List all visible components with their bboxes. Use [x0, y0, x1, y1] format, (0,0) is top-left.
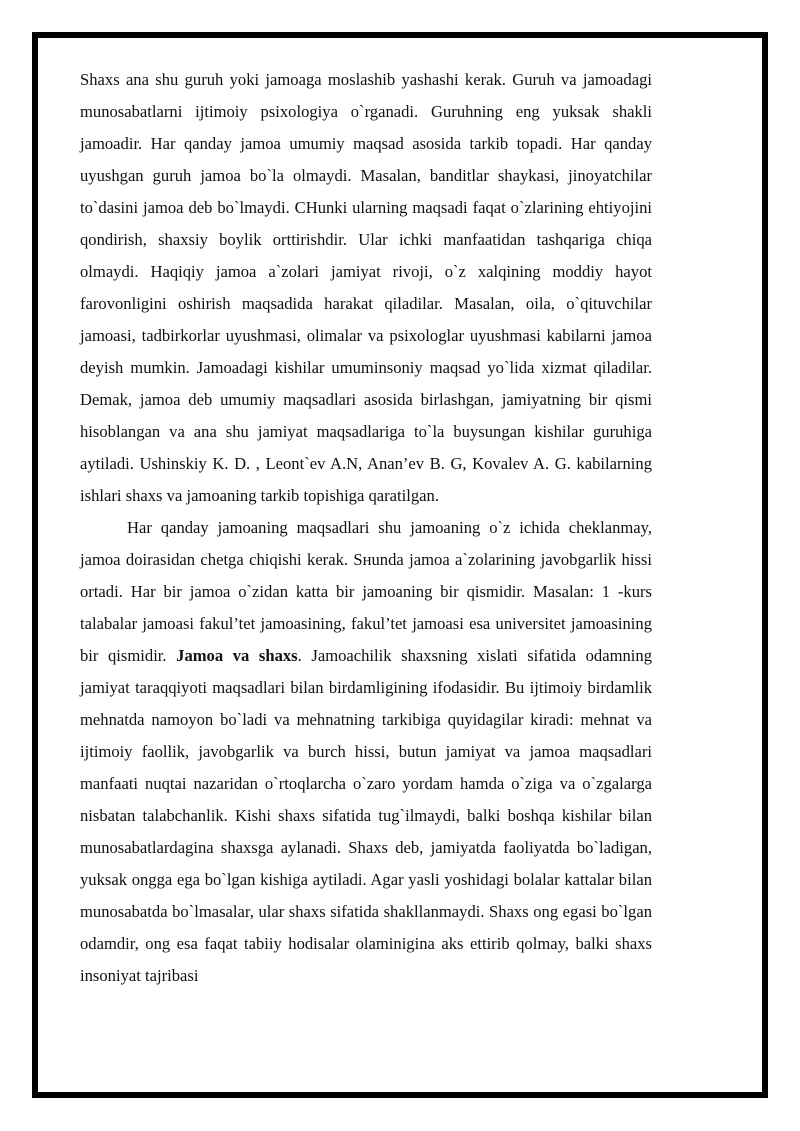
- paragraph-2-bold-heading: Jamoa va shaxs: [176, 646, 298, 665]
- paragraph-2-text-end: . Jamoachilik shaxsning xislati sifatida odamning jamiyat taraqqiyoti maqsadlari bilan birdamligining ifodasidir. Bu ijtimoiy birdamlik mehnatda namoyon bo`ladi va mehnatning tarkibiga quyidagilar kiradi: mehnat va ijtimoiy faollik, javobgarlik va burch hissi, butun jamiyat va jamoa maqsadlari manfaati nuqtai nazaridan o`rtoqlarcha o`zaro yordam hamda o`ziga va o`zgalarga nisbatan talabchanlik. Kishi shaxs sifatida tug`ilmaydi, balki boshqa kishilar bilan munosabatlardagina shaxsga aylanadi. Shaxs deb, jamiyatda faoliyatda bo`ladigan, yuksak ongga ega bo`lgan kishiga aytiladi. Agar yasli yoshidagi bolalar kattalar bilan munosabatda bo`lmasalar, ular shaxs sifatida shakllanmaydi. Shaxs ong egasi bo`lgan odamdir, ong esa faqat tabiiy hodisalar olaminigina aks ettirib qolmay, balki shaxs insoniyat tajribasi: [80, 646, 653, 985]
- paragraph-1: Shaxs ana shu guruh yoki jamoaga moslashib yashashi kerak. Guruh va jamoadagi munosabatlarni ijtimoiy psixologiya o`rganadi. Guruhning eng yuksak shakli jamoadir. Har qanday jamoa umumiy maqsad asosida tarkib topadi. Har qanday uyushgan guruh jamoa bo`la olmaydi. Masalan, banditlar shaykasi, jinoyatchilar to`dasini jamoa deb bo`lmaydi. CHunki ularning maqsadi faqat o`zlarining ehtiyojini qondirish, shaxsiy boylik orttirishdir. Ular ichki manfaatidan tashqariga chiqa olmaydi. Haqiqiy jamoa a`zolari jamiyat rivoji, o`z xalqining moddiy hayot farovonligini oshirish maqsadida harakat qiladilar. Masalan, oila, o`qituvchilar jamoasi, tadbirkorlar uyushmasi, olimalar va psixologlar uyushmasi kabilarni jamoa deyish mumkin. Jamoadagi kishilar umuminsoniy maqsad yo`lida xizmat qiladilar. Demak, jamoa deb umumiy maqsadlari asosida birlashgan, jamiyatning bir qismi hisoblangan va ana shu jamiyat maqsadlariga to`la buysungan kishilar guruhiga aytiladi. Ushinskiy K. D. , Leont`ev A.N, Anan’ev B. G, Kovalev A. G. kabilarning ishlari shaxs va jamoaning tarkib topishiga qaratilgan.: [80, 70, 652, 505]
- document-body: [80, 64, 652, 992]
- paragraph-2: [80, 512, 652, 992]
- paragraph-2-text-start: Har qanday jamoaning maqsadlari shu jamoaning o`z ichida cheklanmay, jamoa doirasidan chetga chiqishi kerak. Sнunda jamoa a`zolarining javobgarlik hissi ortadi. Har bir jamoa o`zidan katta bir jamoaning bir qismidir. Masalan: 1 -kurs talabalar jamoasi fakul’tet jamoasining, fakul’tet jamoasi esa universitet jamoasining bir qismidir.: [80, 518, 652, 665]
